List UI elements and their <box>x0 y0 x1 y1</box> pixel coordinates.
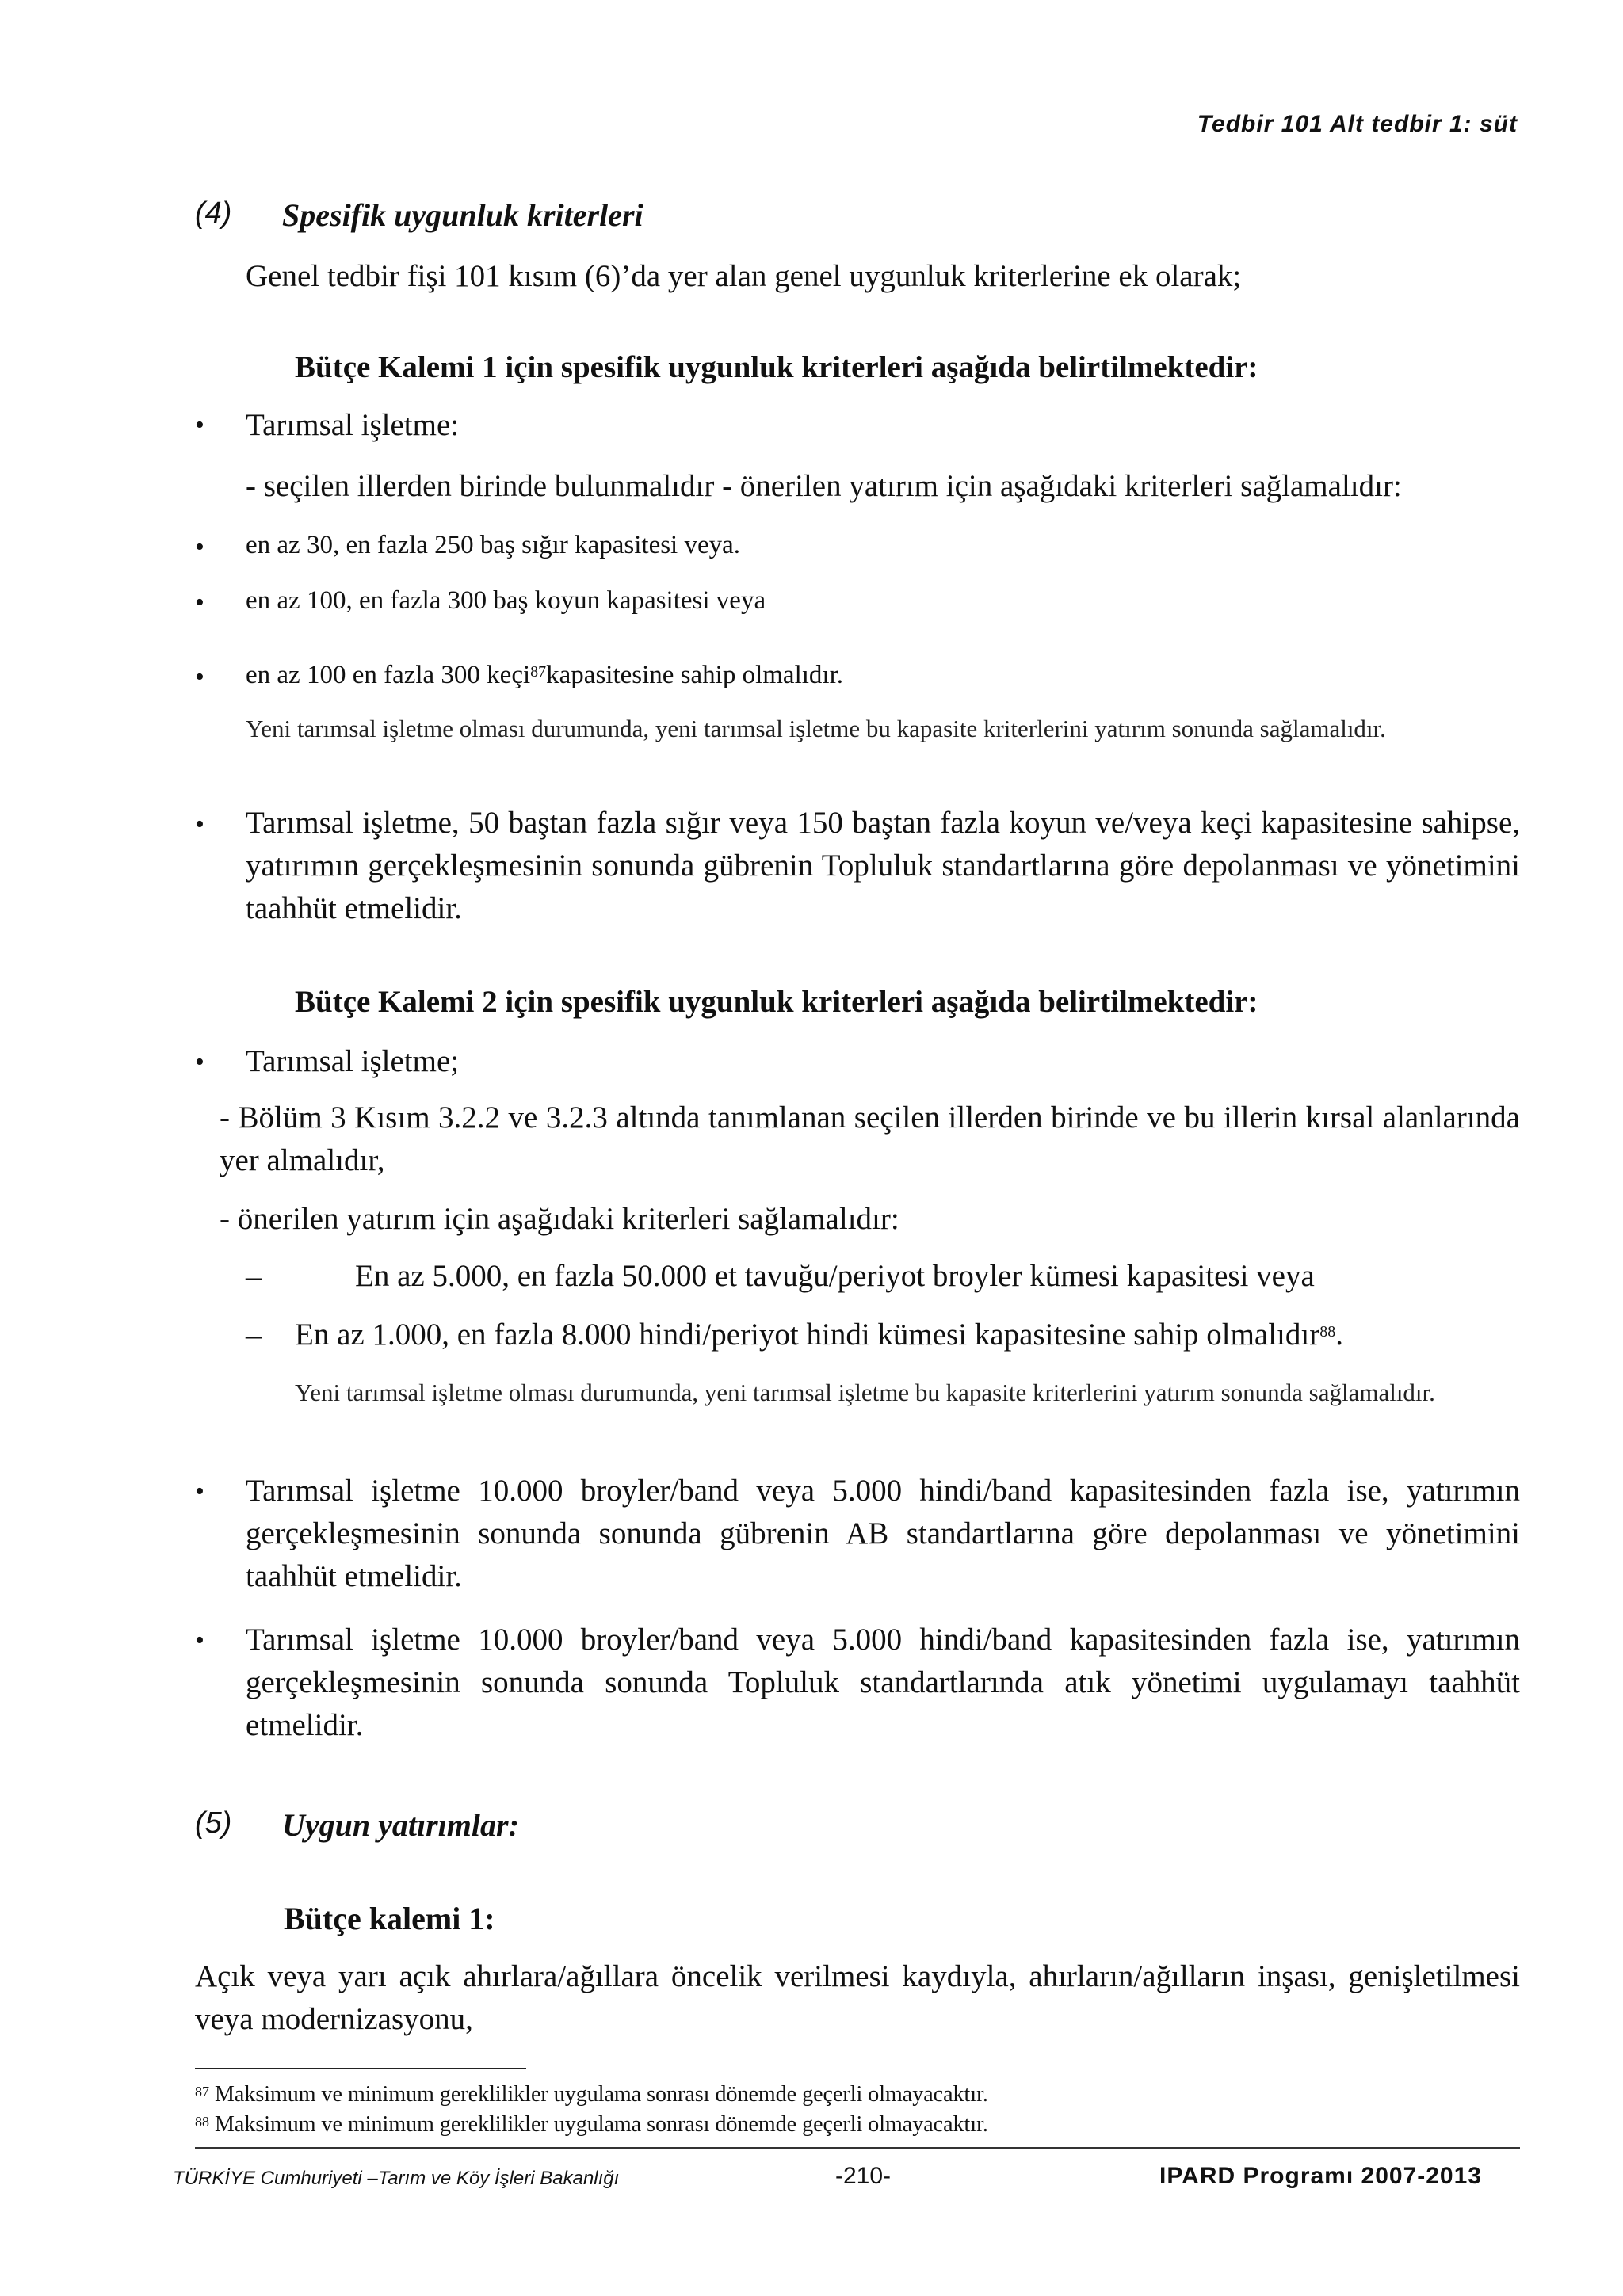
section-4-title: Spesifik uygunluk kriterleri <box>282 197 643 233</box>
dash-icon: – <box>246 1317 262 1352</box>
section-4-number: (4) <box>195 196 232 230</box>
goat-capacity: en az 100 en fazla 300 keçi$^{87}$kapasitesine sahip olmalıdır. <box>246 661 843 689</box>
budget-1-conditions: - seçilen illerden birinde bulunmalıdır - önerilen yatırım için aşağıdaki kriterleri sağlamalıdır: <box>246 469 1402 503</box>
section-5-number: (5) <box>195 1806 232 1840</box>
cattle-capacity: en az 30, en fazla 250 baş sığır kapasitesi veya. <box>246 531 741 559</box>
bullet-icon: • <box>195 662 204 692</box>
footnote-88: $^{88}$ Maksimum ve minimum gereklilikler uygulama sonrası dönemde geçerli olmayacaktır. <box>195 2112 988 2137</box>
bullet-icon: • <box>195 1477 204 1506</box>
section-5-text: Açık veya yarı açık ahırlara/ağıllara öncelik verilmesi kaydıyla, ahırların/ağılların inşası, genişletilmesi veya modernizasyonu, <box>195 1959 1520 2036</box>
bullet-icon: • <box>195 1047 204 1077</box>
section-4-intro: Genel tedbir fişi 101 kısım (6)’da yer alan genel uygunluk kriterlerine ek olarak; <box>246 259 1242 293</box>
budget-1-manure: Tarımsal işletme, 50 baştan fazla sığır veya 150 baştan fazla koyun ve/veya keçi kapasitesine sahipse, yatırımın gerçekleşmesinin sonunda gübrenin Topluluk standartlarına göre depolanması ve yönetimini taahhüt etmelidir. <box>246 806 1520 925</box>
section-5-sub-heading: Bütçe kalemi 1: <box>284 1901 495 1936</box>
footnote-ref-88[interactable]: 88 <box>1319 1323 1336 1341</box>
budget-1-heading: Bütçe Kalemi 1 için spesifik uygunluk kriterleri aşağıda belirtilmektedir: <box>295 350 1258 384</box>
footer-program: IPARD Programı 2007-2013 <box>1159 2163 1482 2189</box>
budget-2-heading: Bütçe Kalemi 2 için spesifik uygunluk kriterleri aşağıda belirtilmektedir: <box>295 985 1258 1019</box>
broiler-capacity: En az 5.000, en fazla 50.000 et tavuğu/periyot broyler kümesi kapasitesi veya <box>355 1259 1315 1293</box>
running-header: Tedbir 101 Alt tedbir 1: süt <box>1197 111 1518 137</box>
footer-rule <box>195 2147 1520 2149</box>
section-5-title: Uygun yatırımlar: <box>282 1807 519 1843</box>
budget-2-new-farm-note: Yeni tarımsal işletme olması durumunda, yeni tarımsal işletme bu kapasite kriterlerini yatırım sonunda sağlamalıdır. <box>295 1379 1435 1406</box>
budget-2-manure-ab: Tarımsal işletme 10.000 broyler/band veya 5.000 hindi/band kapasitesinden fazla ise, yatırımın gerçekleşmesinin sonunda sonunda gübrenin AB standartlarına göre depolanması ve yönetimini taahhüt etmelidir. <box>246 1474 1520 1593</box>
bullet-icon: • <box>195 1626 204 1655</box>
bullet-icon: • <box>195 588 204 617</box>
footnote-ref-87[interactable]: 87 <box>530 663 547 681</box>
footer-page-number: -210- <box>835 2163 892 2189</box>
sheep-capacity: en az 100, en fazla 300 baş koyun kapasitesi veya <box>246 586 766 615</box>
budget-2-farm-label: Tarımsal işletme; <box>246 1044 460 1078</box>
bullet-icon: • <box>195 410 204 440</box>
footer-ministry: TÜRKİYE Cumhuriyeti –Tarım ve Köy İşleri Bakanlığı <box>173 2168 620 2189</box>
footnote-separator <box>195 2068 526 2069</box>
budget-2-criteria: - önerilen yatırım için aşağıdaki kriterleri sağlamalıdır: <box>220 1202 899 1236</box>
footnote-87: $^{87}$ Maksimum ve minimum gereklilikler uygulama sonrası dönemde geçerli olmayacaktır. <box>195 2082 988 2107</box>
dash-icon: – <box>246 1258 262 1294</box>
turkey-capacity: En az 1.000, en fazla 8.000 hindi/periyot hindi kümesi kapasitesine sahip olmalıdır$^{88}$. <box>295 1318 1343 1352</box>
budget-2-waste: Tarımsal işletme 10.000 broyler/band veya 5.000 hindi/band kapasitesinden fazla ise, yatırımın gerçekleşmesinin sonunda sonunda Topluluk standartlarında atık yönetimi uygulamayı taahhüt etmelidir. <box>246 1623 1520 1742</box>
budget-1-farm-label: Tarımsal işletme: <box>246 408 460 442</box>
budget-1-new-farm-note: Yeni tarımsal işletme olması durumunda, yeni tarımsal işletme bu kapasite kriterlerini yatırım sonunda sağlamalıdır. <box>246 715 1386 742</box>
budget-2-location: - Bölüm 3 Kısım 3.2.2 ve 3.2.3 altında tanımlanan seçilen illerden birinde ve bu illerin kırsal alanlarında yer almalıdır, <box>220 1100 1520 1177</box>
bullet-icon: • <box>195 532 204 562</box>
bullet-icon: • <box>195 810 204 839</box>
